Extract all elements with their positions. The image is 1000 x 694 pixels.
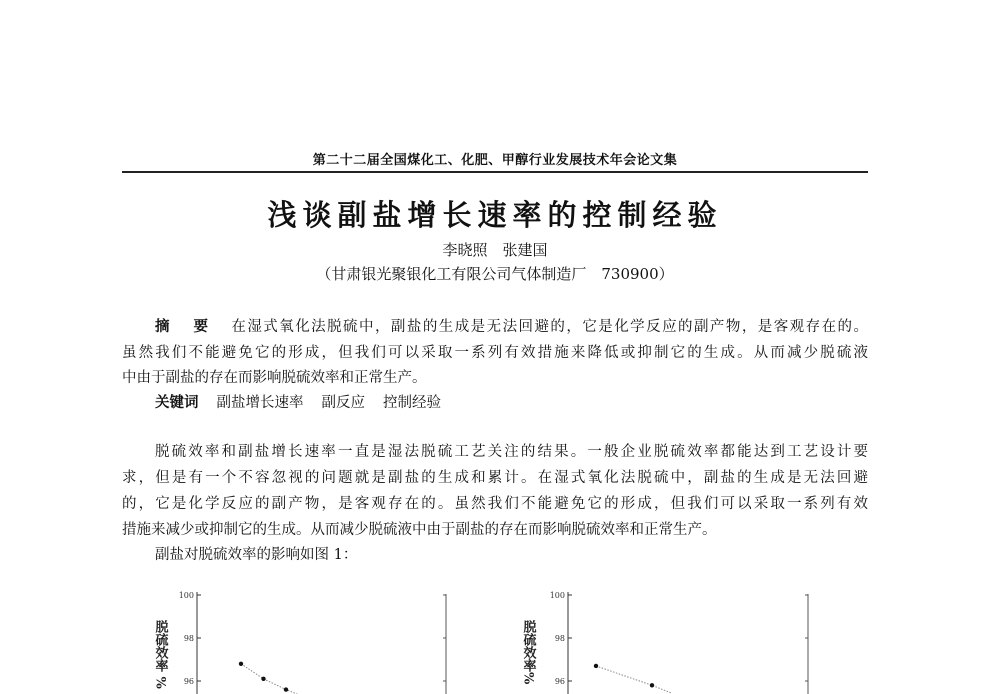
paper-title: 浅谈副盐增长速率的控制经验 [267, 198, 723, 232]
authors: 李晓照 张建国 [442, 241, 548, 259]
abstract-line: 中由于副盐的存在而影响脱硫效率和正常生产。 [122, 370, 427, 386]
abstract-text: 在湿式氧化法脱硫中，副盐的生成是无法回避的，它是化学反应的副产物，是客观存在的。 [231, 319, 868, 335]
data-point [239, 662, 243, 666]
data-point [284, 687, 288, 691]
body-line: 措施来减少或抑制它的生成。从而减少脱硫液中由于副盐的存在而影响脱硫效率和正常生产。 [122, 522, 717, 538]
data-point [594, 664, 598, 668]
keyword: 副盐增长速率 [216, 395, 304, 411]
y-axis-label: 脱硫效率% [520, 620, 536, 685]
series-line [241, 664, 306, 694]
body-line: 求，但是有一个不容忽视的问题就是副盐的生成和累计。在湿式氧化法脱硫中，副盐的生成是无法回避 [122, 470, 868, 486]
data-point [261, 677, 265, 681]
keywords-label: 关键词 [155, 394, 199, 411]
body-line: 的，它是化学反应的副产物，是客观存在的。虽然我们不能避免它的形成，但我们可以采取一系列有效 [122, 496, 868, 512]
header-rule [122, 171, 868, 173]
figure-1 [0, 580, 1000, 694]
y-tick-label: 96 [183, 677, 194, 686]
y-tick-label: 98 [183, 634, 194, 643]
running-header: 第二十二届全国煤化工、化肥、甲醇行业发展技术年会论文集 [312, 153, 678, 168]
y-tick-label: 100 [178, 591, 194, 600]
y-axis-label: 脱硫效率 % [152, 620, 168, 689]
keyword: 副反应 [321, 395, 365, 411]
abstract-line: 虽然我们不能避免它的形成，但我们可以采取一系列有效措施来降低或抑制它的生成。从而减少脱硫液 [122, 345, 868, 361]
data-point [650, 683, 654, 687]
body-line: 脱硫效率和副盐增长速率一直是湿法脱硫工艺关注的结果。一般企业脱硫效率都能达到工艺设计要 [155, 444, 868, 460]
y-tick-label: 100 [549, 591, 565, 600]
affiliation: （甘肃银光聚银化工有限公司气体制造厂 730900） [316, 265, 674, 283]
y-tick-label: 98 [554, 634, 565, 643]
series-line [596, 666, 672, 693]
keywords [155, 391, 868, 412]
abstract-label: 摘 要 [155, 318, 218, 335]
y-tick-label: 96 [554, 677, 565, 686]
figure-intro: 副盐对脱硫效率的影响如图 1： [155, 547, 358, 563]
keyword: 控制经验 [383, 395, 441, 411]
abstract-line [155, 315, 868, 336]
